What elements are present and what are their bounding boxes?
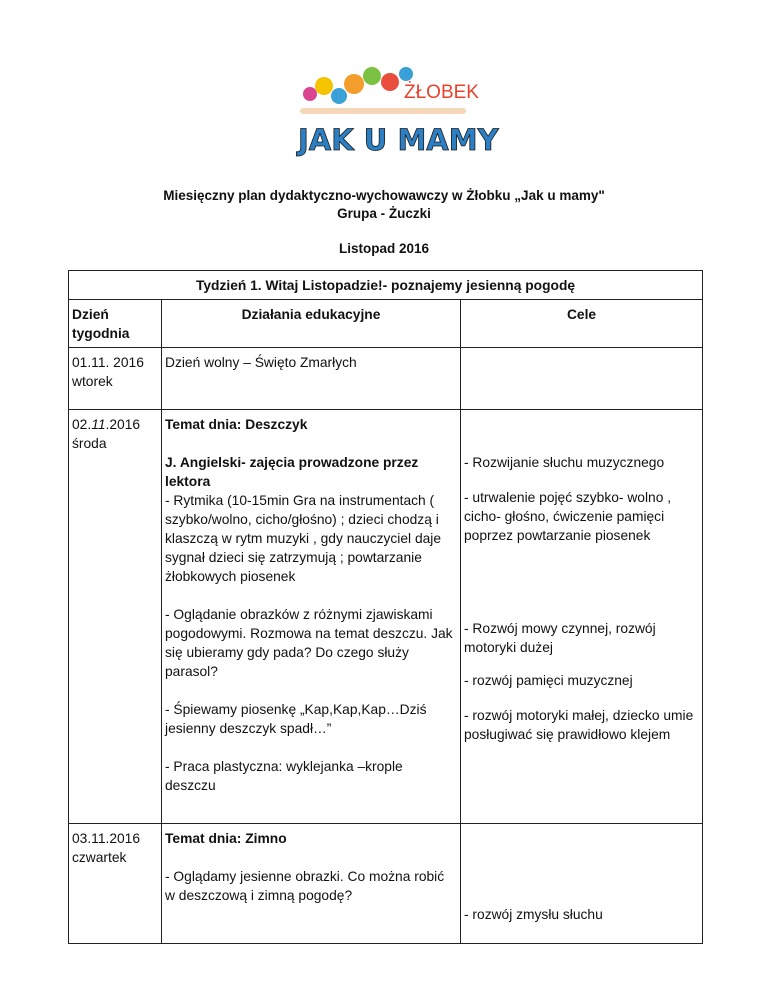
activity-song: - Śpiewamy piosenkę „Kap,Kap,Kap…Dziś jesienny deszczyk spadł…” (165, 702, 427, 736)
header-activities: Działania edukacyjne (162, 300, 461, 348)
activity-pictures: - Oglądamy jesienne obrazki. Co można robić w deszczową i zimną pogodę? (165, 869, 445, 903)
day-date-part: 11 (91, 417, 106, 432)
day-cell (69, 348, 162, 410)
activities-cell (162, 410, 461, 824)
goal-item: - rozwój motoryki małej, dziecko umie posługiwać się prawidłowo klejem (464, 708, 694, 742)
goal-item: - utrwalenie pojęć szybko- wolno , cicho- głośno, ćwiczenie pamięci poprzez powtarzanie piosenek (464, 490, 672, 543)
day-weekday: wtorek (72, 374, 113, 389)
plan-table (68, 270, 703, 944)
goal-item: - rozwój pamięci muzycznej (464, 673, 633, 688)
day-cell (69, 410, 162, 824)
activities-cell (162, 348, 461, 410)
activity-art: - Praca plastyczna: wyklejanka –krople deszczu (165, 759, 403, 793)
day-date (72, 415, 158, 434)
table-row (69, 824, 703, 944)
logo-graphic (294, 64, 499, 158)
table-row (69, 410, 703, 824)
activity-english: J. Angielski- zajęcia prowadzone przez lektora (165, 455, 419, 489)
goal-item: - rozwój zmysłu słuchu (464, 907, 603, 922)
goals-cell (461, 410, 703, 824)
activities-cell (162, 824, 461, 944)
month-label: Listopad 2016 (338, 241, 430, 256)
logo-text-main: JAK U MAMY (298, 123, 499, 157)
header-goals: Cele (461, 300, 703, 348)
header-day: Dzień tygodnia (69, 300, 162, 348)
logo-text-top: ŻŁOBEK (404, 82, 479, 103)
activity-pictures: - Oglądanie obrazków z różnymi zjawiskami pogodowymi. Rozmowa na temat deszczu. Jak się ubieramy gdy pada? Do czego służy parasol? (165, 607, 453, 679)
goals-cell (461, 824, 703, 944)
goal-item: - Rozwój mowy czynnej, rozwój motoryki dużej (464, 621, 656, 655)
day-weekday: środa (72, 436, 107, 451)
nursery-logo (294, 64, 499, 158)
day-weekday: czwartek (72, 850, 127, 865)
goals-cell (461, 348, 703, 410)
plan-title: Miesięczny plan dydaktyczno-wychowawczy w Żłobku „Jak u mamy" (163, 188, 605, 203)
day-date: 01.11. 2016 (72, 355, 144, 370)
table-row (69, 348, 703, 410)
activity-rhythmics: - Rytmika (10-15min Gra na instrumentach ( szybko/wolno, cicho/głośno) ; dzieci chodzą i klaszczą w rytm muzyki , gdy nauczyciel daje sygnał dzieci się zatrzymują ; powtarzanie żłobkowych piosenek (165, 493, 442, 584)
goal-item: - Rozwijanie słuchu muzycznego (464, 455, 665, 470)
table-header-row (69, 300, 703, 348)
table-row (69, 271, 703, 300)
group-name: Grupa - Żuczki (337, 206, 431, 221)
activity-text: Dzień wolny – Święto Zmarłych (165, 355, 357, 370)
topic-of-day: Temat dnia: Zimno (165, 831, 287, 846)
day-date-part: .2016 (105, 417, 141, 432)
day-date-part: 02. (72, 417, 92, 432)
day-date: 03.11.2016 (72, 831, 141, 846)
week-title: Tydzień 1. Witaj Listopadzie!- poznajemy jesienną pogodę (69, 271, 703, 300)
topic-of-day: Temat dnia: Deszczyk (165, 417, 308, 432)
day-cell (69, 824, 162, 944)
